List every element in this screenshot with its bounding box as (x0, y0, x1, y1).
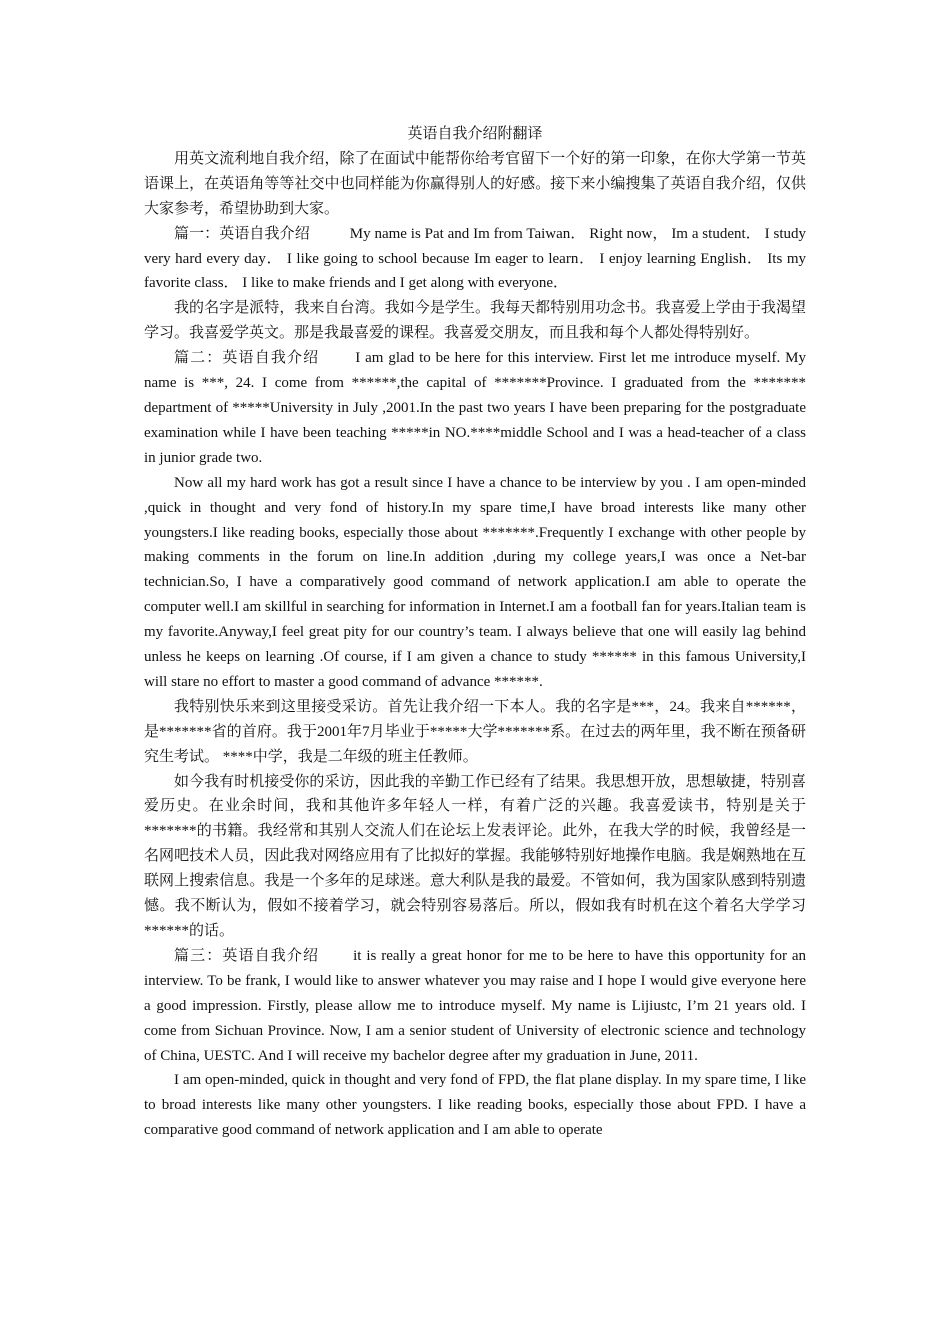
section-one-translation (144, 296, 806, 346)
paragraph-text: 如今我有时机接受你的采访，因此我的辛勤工作已经有了结果。我思想开放，思想敏捷，特别喜爱历史。在业余时间，我和其他许多年轻人一样，有着广泛的兴趣。我喜爱读书，特别是关于*******的书籍。我经常和其别人交流人们在论坛上发表评论。此外，在我大学的时候，我曾经是一名网吧技术人员，因此我对网络应用有了比拟好的掌握。我能够特别好地操作电脑。我是娴熟地在互联网上搜索信息。我是一个多年的足球迷。意大利队是我的最爱。不管如何，我为国家队感到特别遗憾。我不断认为，假如不接着学习，就会特别容易落后。所以，假如我有时机在这个着名大学学习******的话。 (144, 773, 806, 939)
section-two-translation (144, 695, 806, 770)
section-three-english (144, 944, 806, 1069)
paragraph-text: 用英文流利地自我介绍，除了在面试中能帮你给考官留下一个好的第一印象，在你大学第一节英语课上，在英语角等等社交中也同样能为你赢得别人的好感。接下来小编搜集了英语自我介绍，仅供大家参考，希望协助到大家。 (144, 150, 806, 217)
document-page (144, 122, 806, 1143)
paragraph-text: 我特别快乐来到这里接受采访。首先让我介绍一下本人。我的名字是***，24。我来自******，是*******省的首府。我于2001年7月毕业于*****大学*******系。在过去的两年里，我不断在预备研究生考试。 ****中学，我是二年级的班主任教师。 (144, 698, 806, 765)
paragraph-text: I am open-minded, quick in thought and very fond of FPD, the flat plane display. In my spare time, I like to broad interests like many other youngsters. I like reading books, especially those about FPD. I have a comparative good command of network application and I am able to operate (144, 1072, 806, 1139)
document-title: 英语自我介绍附翻译 (407, 126, 543, 142)
paragraph-text: I am glad to be here for this interview. First let me introduce myself. My name is ***, 24. I come from ******,the capital of *******Province. I graduated from the ******* department of *****University in July ,2001.In the past two years I have been preparing for the postgraduate examination while I have been teaching *****in NO.****middle School and I was a head-teacher of a class in junior grade two. (144, 350, 806, 466)
section-heading: 篇二：英语自我介绍 (174, 350, 320, 367)
section-two-english-continued (144, 471, 806, 695)
paragraph-text: My name is Pat and Im from Taiwan． Right now， Im a student． I study very hard every day． I like going to school because Im eager to learn． I enjoy learning English． Its my favorite class． I like to make friends and I get along with everyone． (144, 225, 806, 292)
section-heading: 篇三：英语自我介绍 (174, 947, 320, 964)
paragraph-text: 我的名字是派特，我来自台湾。我如今是学生。我每天都特别用功念书。我喜爱上学由于我渴望学习。我喜爱学英文。那是我最喜爱的课程。我喜爱交朋友，而且我和每个人都处得特别好。 (144, 300, 806, 342)
section-heading: 篇一：英语自我介绍 (174, 225, 310, 242)
section-three-english-continued (144, 1068, 806, 1143)
section-two-translation-continued (144, 770, 806, 944)
paragraph-text: it is really a great honor for me to be here to have this opportunity for an interview. To be frank, I would like to answer whatever you may raise and I hope I would give everyone here a good impression. Firstly, please allow me to introduce myself. My name is Lijiustc, I’m 21 years old. I come from Sichuan Province. Now, I am a senior student of University of electronic science and technology of China, UESTC. And I will receive my bachelor degree after my graduation in June, 2011. (144, 947, 806, 1064)
section-two-english (144, 346, 806, 471)
intro-paragraph (144, 147, 806, 222)
paragraph-text: Now all my hard work has got a result since I have a chance to be interview by you . I am open-minded ,quick in thought and very fond of history.In my spare time,I have broad interests like many other youngsters.I like reading books, especially those about *******.Frequently I exchange with other people by making comments in the forum on line.In addition ,during my college years,I was once a Net-bar technician.So, I have a comparatively good command of network application.I am able to operate the computer well.I am skillful in searching for information in Internet.I am a football fan for years.Italian team is my favorite.Anyway,I feel great pity for our country’s team. I always believe that one will easily lag behind unless he keeps on learning .Of course, if I am given a chance to study ****** in this famous University,I will stare no effort to master a good command of advance ******. (144, 474, 806, 690)
section-one-english (144, 222, 806, 297)
